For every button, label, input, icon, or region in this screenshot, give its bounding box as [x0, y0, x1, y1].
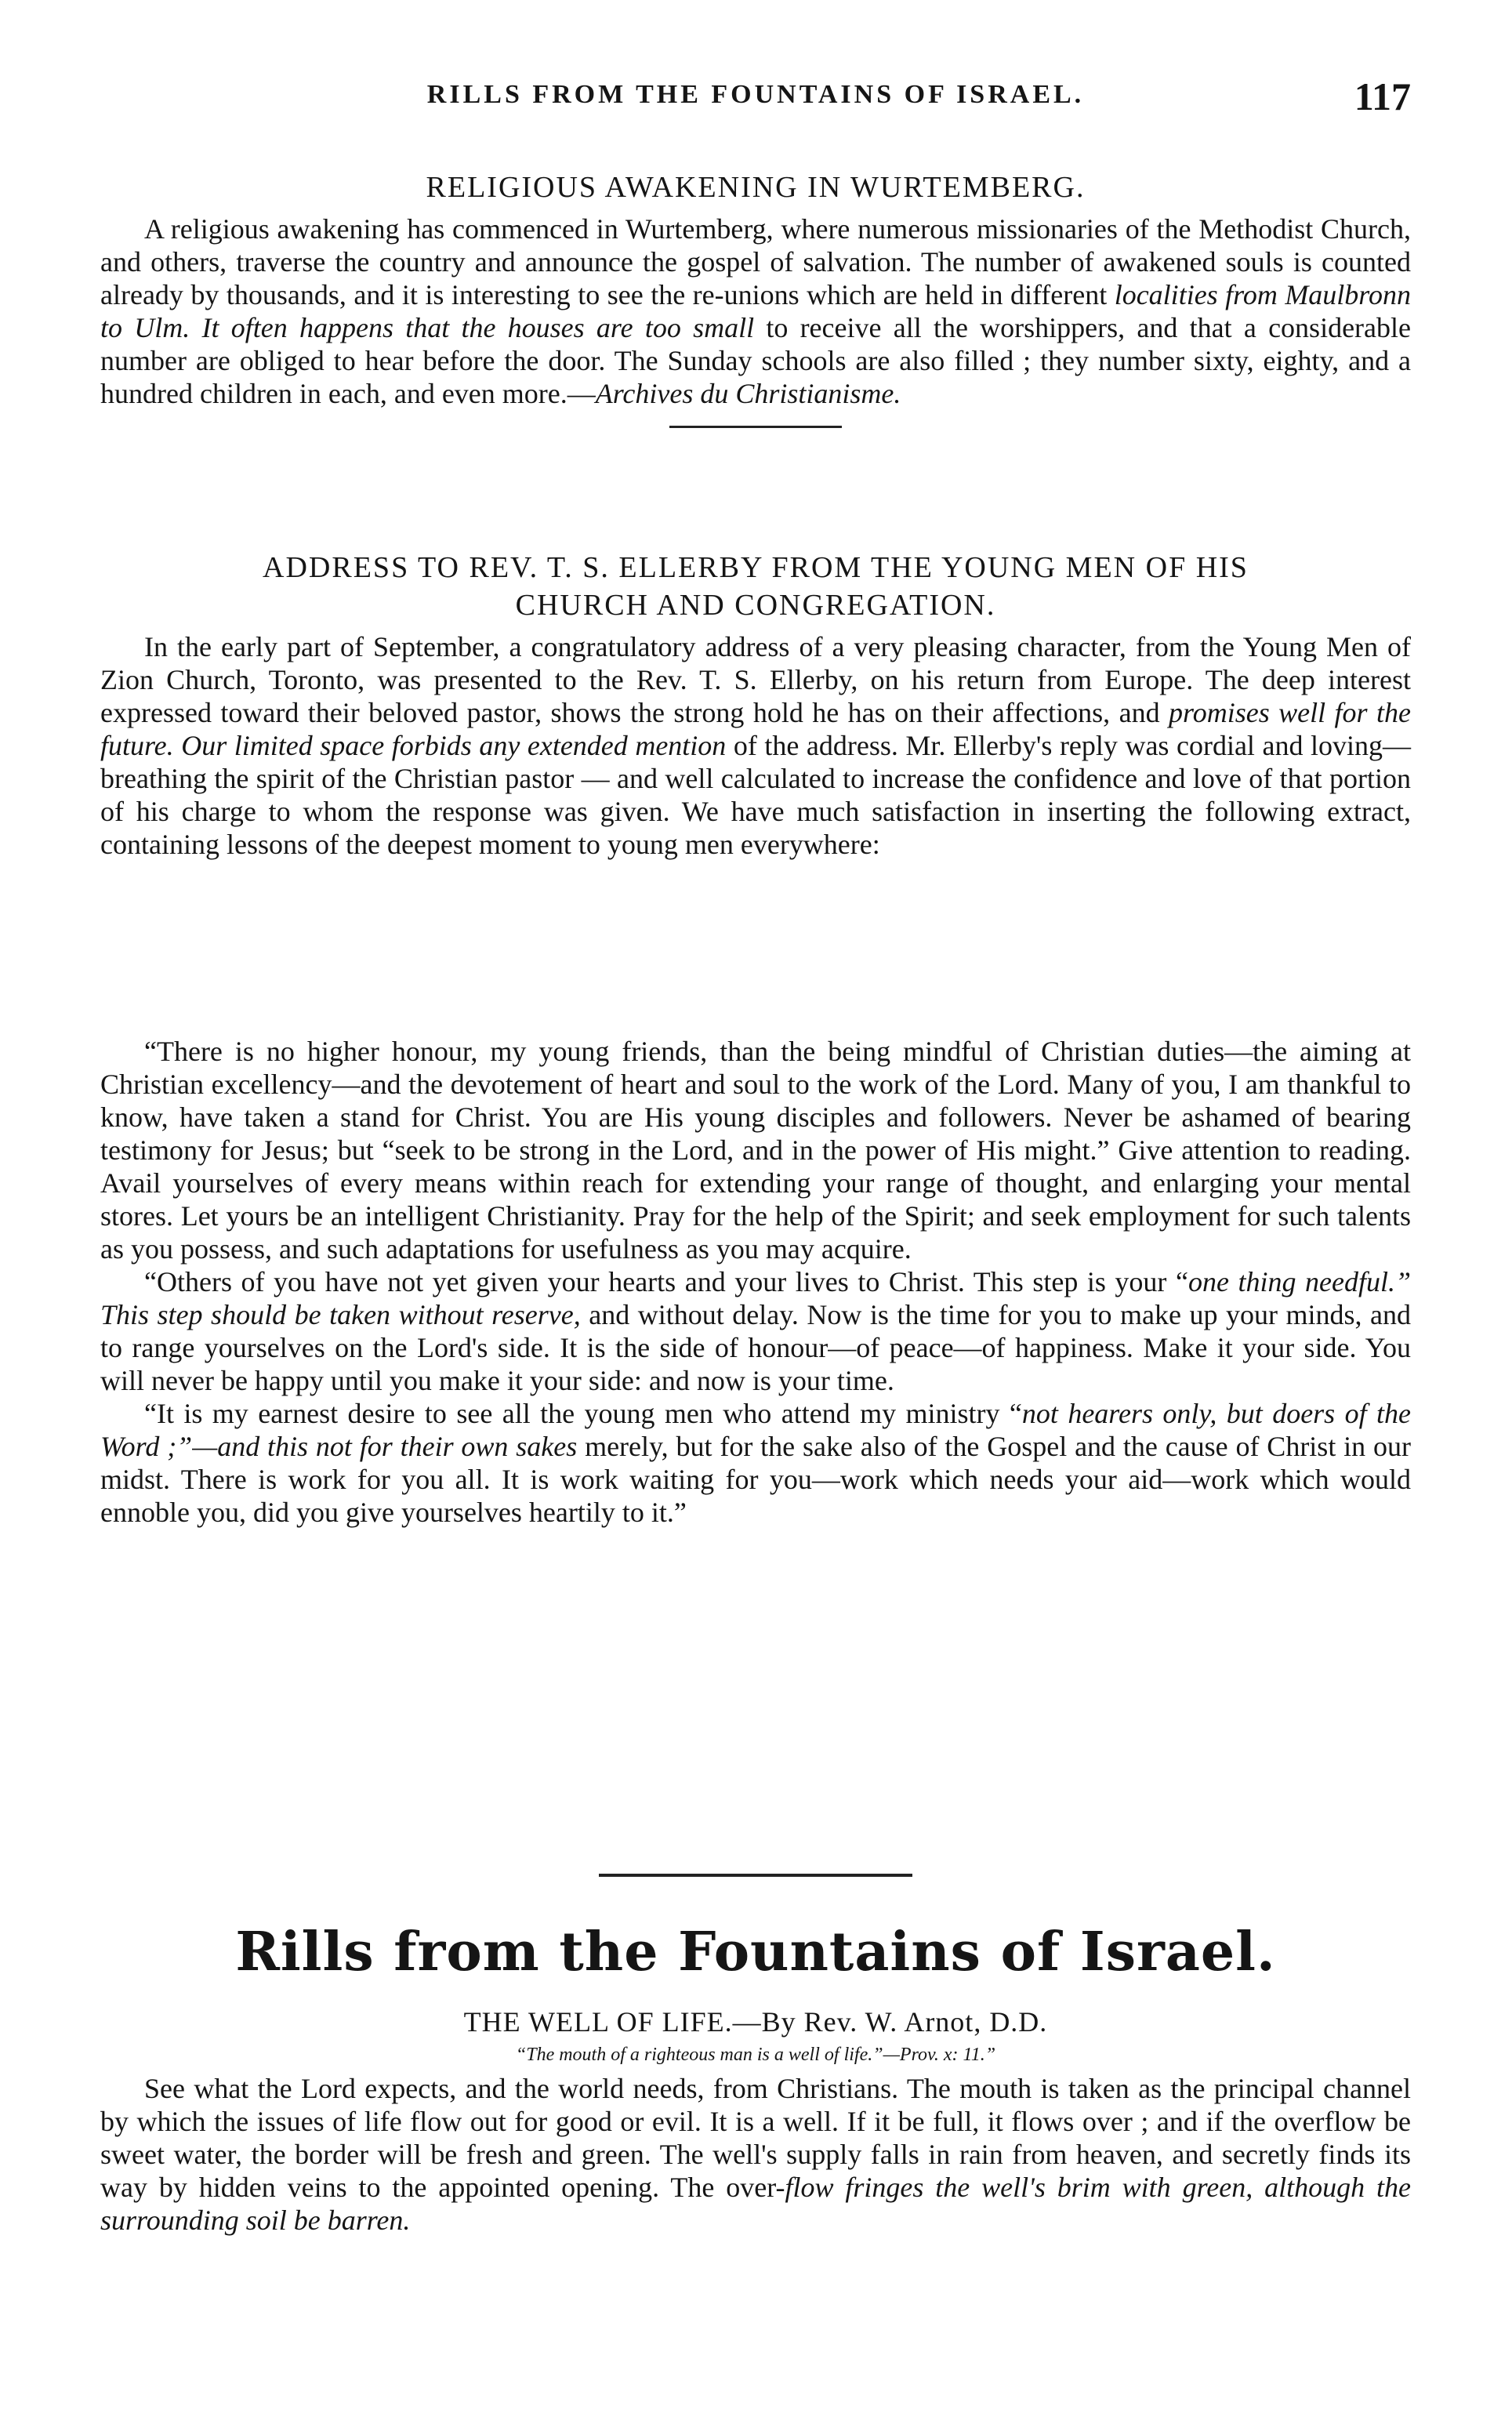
article-address-to-ellerby [100, 549, 1411, 861]
quote-text: “Others of you have not yet given your hearts and your lives to Christ. This step is your “ [144, 1266, 1188, 1297]
rills-section [100, 1874, 1411, 2237]
article-body-italic: localities from Maulbronn to Ulm. It often happens that the houses are too small [100, 279, 1411, 343]
quoted-reply [100, 1035, 1411, 1529]
article-body-text: In the early part of September, a congratulatory address of a very pleasing character, from the Young Men of Zion Church, Toronto, was presented to the Rev. T. S. Ellerby, on his return from Europe. The deep interest expressed toward their beloved pastor, shows the strong hold he has on their affections, and [100, 631, 1411, 728]
section-body-text: See what the Lord expects, and the world needs, from Christians. The mouth is taken as the principal channel by which the issues of life flow out for good or evil. It is a well. If it be full, it flows over ; and if the overflow be sweet water, the border will be fresh and green. The well's supply falls in rain from heaven, and secretly finds its way by hidden veins to the appointed opening. The over- [100, 2073, 1411, 2203]
running-title: RILLS FROM THE FOUNTAINS OF ISRAEL. [426, 80, 1085, 109]
quote-paragraph: “There is no higher honour, my young friends, than the being mindful of Christian duties—the aiming at Christian excellency—and the devotement of heart and soul to the work of the Lord. Many of you, I am thankful to know, have taken a stand for Christ. You are His young disciples and followers. Never be ashamed of bearing testimony for Jesus; but “seek to be strong in the Lord, and in the power of His might.” Give attention to reading. Avail yourselves of every means within reach for extending your range of thought, and enlarging your mental stores. Let yours be an intelligent Christianity. Pray for the help of the Spirit; and seek employment for such talents as you possess, and such adaptations for usefulness as you may acquire. [100, 1036, 1411, 1265]
article-body-italic: promises well for the future. Our limited space forbids any extended mention [100, 697, 1411, 761]
article-heading: RELIGIOUS AWAKENING IN WURTEMBERG. [426, 171, 1086, 204]
quote-paragraph [100, 1397, 1411, 1529]
article-body-text-continued: of the address. Mr. Ellerby's reply was cordial and loving—breathing the spirit of the Christian pastor — and well calculated to increase the confidence and love of that portion of his charge to whom the response was given. We have much satisfaction in inserting the following extract, containing lessons of the deepest moment to young men everywhere: [100, 730, 1411, 860]
section-body-italic: flow fringes the well's brim with green, although the surrounding soil be barren. [100, 2172, 1411, 2236]
article-heading-line-1: ADDRESS TO REV. T. S. ELLERBY FROM THE YOUNG MEN OF HIS [263, 551, 1249, 584]
section-subhead: THE WELL OF LIFE.—By Rev. W. Arnot, D.D. [463, 2006, 1048, 2038]
article-body-text: A religious awakening has commenced in Wurtemberg, where numerous missionaries of the Methodist Church, and others, traverse the country and announce the gospel of salvation. The number of awakened souls is counted already by thousands, and it is interesting to see the re-unions which are held in different [100, 213, 1411, 310]
quote-paragraph [100, 1265, 1411, 1397]
running-head [100, 74, 1411, 135]
quote-text-continued: and without delay. Now is the time for you to make up your minds, and to range yourselves on the Lord's side. It is the side of honour—of peace—of happiness. Make it your side. You will never be happy until you make it your side: and now is your time. [100, 1299, 1411, 1396]
article-body [100, 630, 1411, 861]
article-heading-line-2: CHURCH AND CONGREGATION. [515, 589, 996, 622]
page-number: 117 [1354, 74, 1411, 118]
quote-italic: one thing needful.” This step should be taken without reserve, [100, 1266, 1411, 1330]
quote-text: “It is my earnest desire to see all the young men who attend my ministry “ [144, 1398, 1022, 1429]
section-epigraph: “The mouth of a righteous man is a well of life.”—Prov. x: 11.” [515, 2045, 996, 2065]
quote-text-continued: merely, but for the sake also of the Gospel and the cause of Christ in our midst. There is work for you all. It is work waiting for you—work which needs your aid—work which would ennoble you, did you give yourselves heartily to it.” [100, 1431, 1411, 1528]
section-title: Rills from the Fountains of Israel. [235, 1921, 1276, 1983]
article-source: Archives du Christianisme. [595, 378, 901, 409]
section-body [100, 2072, 1411, 2237]
article-body [100, 212, 1411, 410]
article-religious-awakening [100, 169, 1411, 428]
article-body-text-continued: to receive all the worshippers, and that a considerable number are obliged to hear before the door. The Sunday schools are also filled ; they number sixty, eighty, and a hundred children in each, and even more.— [100, 312, 1411, 409]
divider-rule [669, 426, 842, 428]
quote-italic: not hearers only, but doers of the Word ;”—and this not for their own sakes [100, 1398, 1411, 1462]
